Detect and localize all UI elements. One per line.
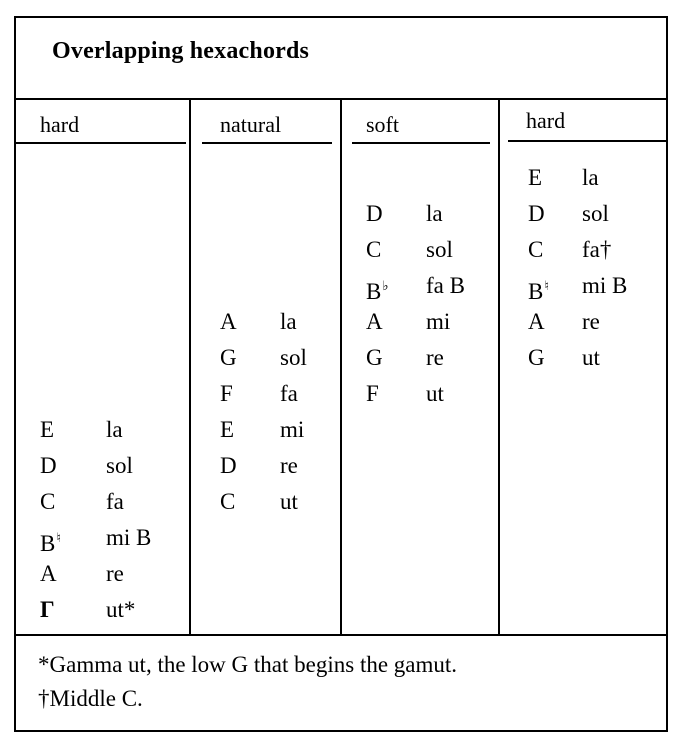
solmization-syllable: fa	[106, 489, 124, 514]
column-heading-hard-upper: hard	[526, 108, 566, 133]
note-letter: A	[40, 561, 57, 586]
note-letter: G	[366, 345, 383, 370]
note-name	[40, 526, 61, 555]
solmization-syllable: sol	[106, 453, 133, 478]
note-letter: Γ	[40, 597, 55, 622]
solmization-syllable: fa†	[582, 237, 612, 262]
note-letter: C	[220, 489, 236, 514]
solmization-syllable: re	[280, 453, 298, 478]
note-letter: F	[366, 381, 379, 406]
solmization-syllable: re	[106, 561, 124, 586]
note-name	[366, 274, 388, 303]
solmization-syllable: re	[426, 345, 444, 370]
column-heading-natural: natural	[220, 112, 282, 137]
note-letter: G	[220, 345, 237, 370]
note-name	[528, 166, 542, 189]
note-letter: D	[40, 453, 57, 478]
column-separator	[340, 100, 342, 636]
note-name	[220, 310, 237, 333]
note-letter: D	[220, 453, 237, 478]
note-letter: F	[220, 381, 233, 406]
note-name	[528, 238, 543, 261]
note-name	[528, 346, 545, 369]
solmization-syllable: mi B	[582, 273, 628, 298]
note-letter: E	[40, 417, 55, 442]
note-name	[220, 418, 234, 441]
note-name	[40, 418, 54, 441]
note-letter: C	[40, 489, 56, 514]
note-name	[40, 454, 57, 477]
note-letter: E	[528, 165, 543, 190]
note-name	[366, 238, 381, 261]
solmization-syllable: ut	[426, 381, 444, 406]
solmization-syllable: la	[280, 309, 297, 334]
heading-underline	[508, 140, 666, 142]
solmization-syllable: sol	[582, 201, 609, 226]
column-separator	[498, 100, 500, 636]
natural-sign: ♮	[56, 530, 61, 545]
heading-underline	[202, 142, 332, 144]
note-name	[220, 490, 235, 513]
note-letter: B	[366, 279, 382, 304]
solmization-syllable: la	[426, 201, 443, 226]
solmization-syllable: sol	[426, 237, 453, 262]
note-name	[528, 274, 549, 303]
note-name	[40, 562, 57, 585]
note-name	[220, 346, 237, 369]
natural-sign: ♮	[544, 278, 549, 293]
column-separator	[189, 100, 191, 636]
solmization-syllable: la	[106, 417, 123, 442]
column-heading-hard: hard	[40, 112, 80, 137]
note-name	[366, 310, 383, 333]
note-name	[366, 346, 383, 369]
note-letter: G	[528, 345, 545, 370]
note-letter: D	[366, 201, 383, 226]
note-letter: D	[528, 201, 545, 226]
note-letter: B	[528, 279, 544, 304]
footnote-gamma: *Gamma ut, the low G that begins the gamut.	[38, 652, 458, 677]
solmization-syllable: re	[582, 309, 600, 334]
solmization-syllable: mi B	[106, 525, 152, 550]
solmization-syllable: ut	[582, 345, 600, 370]
footnote-middle-c: †Middle C.	[38, 686, 143, 711]
solmization-syllable: sol	[280, 345, 307, 370]
note-letter: B	[40, 531, 56, 556]
solmization-syllable: la	[582, 165, 599, 190]
note-name	[366, 382, 379, 405]
footnote-divider	[14, 634, 668, 636]
solmization-syllable: mi	[280, 417, 305, 442]
note-name	[40, 490, 55, 513]
heading-underline	[352, 142, 490, 144]
note-letter: A	[528, 309, 545, 334]
note-name	[528, 202, 545, 225]
heading-underline	[16, 142, 186, 144]
solmization-syllable: fa B	[426, 273, 465, 298]
note-letter: C	[528, 237, 544, 262]
flat-sign: ♭	[382, 278, 389, 293]
note-letter: E	[220, 417, 235, 442]
solmization-syllable: mi	[426, 309, 451, 334]
solmization-syllable: ut	[280, 489, 298, 514]
column-heading-soft: soft	[366, 112, 399, 137]
note-letter: A	[366, 309, 383, 334]
solmization-syllable: ut*	[106, 597, 136, 622]
footnotes	[38, 648, 457, 716]
note-name	[220, 382, 233, 405]
table-title: Overlapping hexachords	[52, 38, 310, 64]
note-letter: C	[366, 237, 382, 262]
note-name	[366, 202, 383, 225]
note-name	[40, 598, 55, 621]
solmization-syllable: fa	[280, 381, 298, 406]
note-name	[220, 454, 237, 477]
note-name	[528, 310, 545, 333]
note-letter: A	[220, 309, 237, 334]
